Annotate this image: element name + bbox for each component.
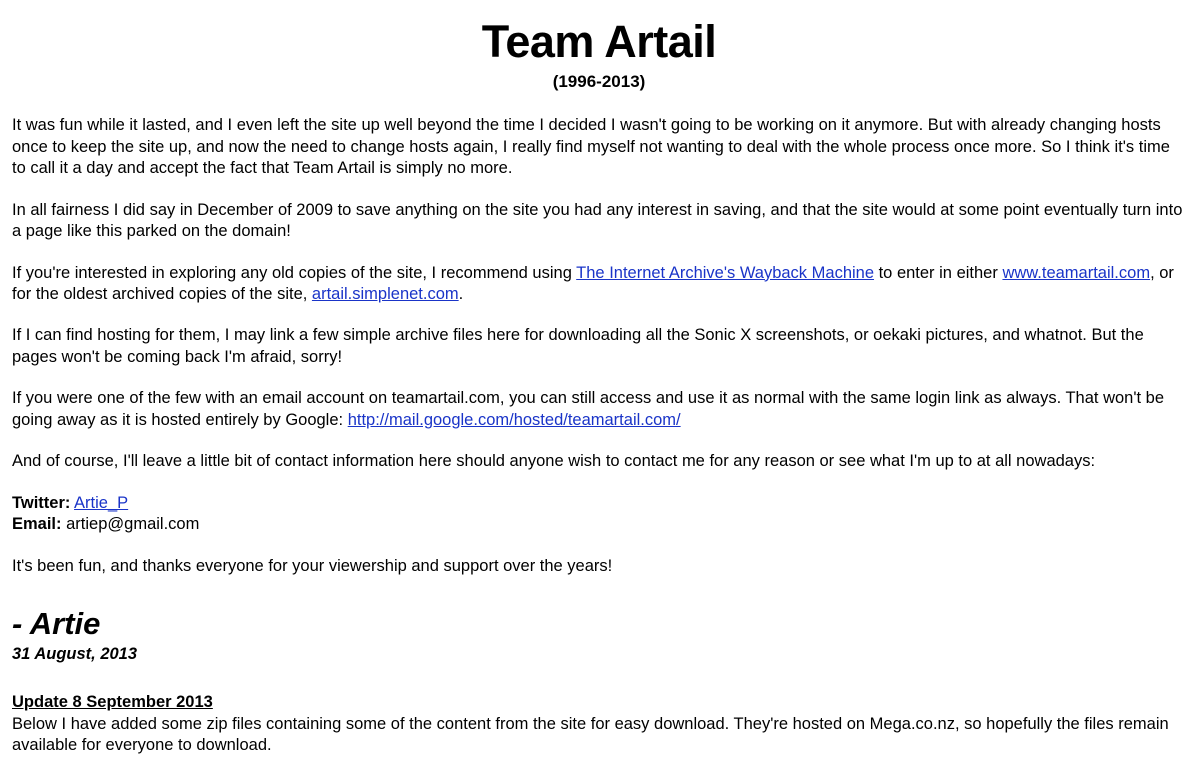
paragraph-3-text-b: to enter in either [874,263,1003,282]
paragraph-3-text-c: , or for the oldest archived copies of the site, [12,263,1174,303]
paragraph-3-text-d: . [458,284,464,303]
paragraph-1: It was fun while it lasted, and I even left the site up well beyond the time I decided I wasn't going to be working on it anymore. But with already changing hosts once to keep the site up, and now the need to change hosts again, I really find myself not wanting to deal with the whole process once more. So I think it's time to call it a day and accept the fact that Team Artail is simply no more. [12,116,1170,178]
update-body: Below I have added some zip files containing some of the content from the site for easy download. They're hosted on Mega.co.nz, so hopefully the files remain available for everyone to download. [12,714,1169,755]
paragraph-3 [12,263,1186,306]
contact-email-row [12,514,1186,536]
paragraph-2: In all fairness I did say in December of 2009 to save anything on the site you had any interest in saving, and that the site would at some point eventually turn into a page like this parked on the domain! [12,200,1183,241]
page-subtitle: (1996-2013) [552,72,646,92]
paragraph-3-text-a: If you're interested in exploring any old copies of the site, I recommend using [12,263,577,282]
update-heading: Update 8 September 2013 [12,692,213,711]
paragraph-4: If I can find hosting for them, I may link a few simple archive files here for downloading all the Sonic X screenshots, or oekaki pictures, and whatnot. But the pages won't be coming back I'm afraid, sorry! [12,326,1144,366]
google-hosted-mail-link[interactable]: http://mail.google.com/hosted/teamartail.com/ [347,410,681,429]
email-label: Email: [12,515,62,534]
page-title: Team Artail [481,16,717,67]
artail-simplenet-link[interactable]: artail.simplenet.com [311,284,459,303]
signature-date: 31 August, 2013 [12,645,138,664]
paragraph-6: And of course, I'll leave a little bit of contact information here should anyone wish to contact me for any reason or see what I'm up to at all nowadays: [12,452,1096,471]
twitter-handle-link[interactable]: Artie_P [74,493,129,512]
twitter-label: Twitter: [12,493,71,512]
paragraph-7: It's been fun, and thanks everyone for your viewership and support over the years! [12,557,613,576]
teamartail-link[interactable]: www.teamartail.com [1002,263,1151,282]
email-value: artiep@gmail.com [66,515,200,534]
paragraph-5 [12,388,1186,431]
wayback-machine-link[interactable]: The Internet Archive's Wayback Machine [576,263,875,282]
contact-twitter-row [12,493,1186,515]
paragraph-5-text-a: If you were one of the few with an email account on teamartail.com, you can still access and use it as normal with the same login link as always. That won't be going away as it is hosted entirely by Google: [12,389,1165,429]
signature-name: - Artie [12,605,101,641]
contact-info [12,493,1186,537]
